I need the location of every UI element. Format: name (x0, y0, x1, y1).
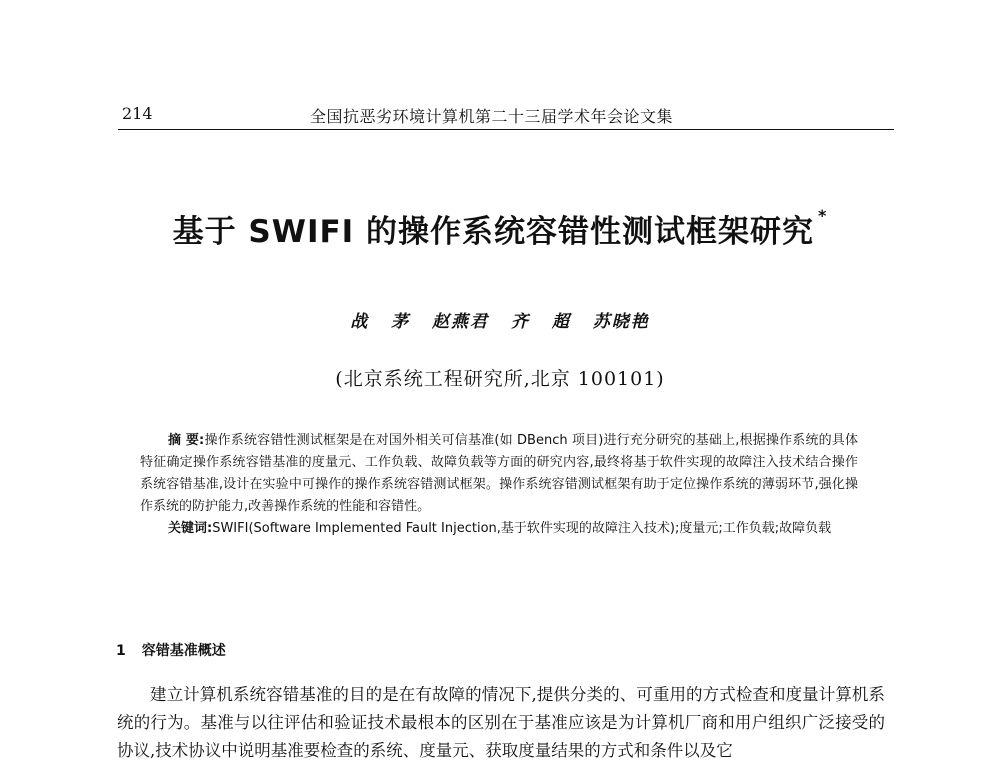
section-heading (116, 640, 226, 660)
keywords-paragraph (140, 518, 858, 540)
body-paragraph: 建立计算机系统容错基准的目的是在有故障的情况下,提供分类的、可重用的方式检查和度量计算机系统的行为。基准与以往评估和验证技术最根本的区别在于基准应该是为计算机厂商和用户组织广泛接受的协议,技术协议中说明基准要检查的系统、度量元、获取度量结果的方式和条件以及它 (117, 685, 885, 760)
authors: 战 茅 赵燕君 齐 超 苏晓艳 (350, 312, 650, 332)
section-number: 1 (116, 643, 126, 659)
section-title: 容错基准概述 (141, 643, 226, 659)
abstract (140, 430, 858, 540)
affiliation: (北京系统工程研究所,北京 100101) (335, 368, 665, 390)
abstract-text: 操作系统容错性测试框架是在对国外相关可信基准(如 DBench 项目)进行充分研究的基础上,根据操作系统的具体特征确定操作系统容错基准的度量元、工作负载、故障负载等方面的研究内容,最终将基于软件实现的故障注入技术结合操作系统容错基准,设计在实验中可操作的操作系统容错测试框架。操作系统容错测试框架有助于定位操作系统的薄弱环节,强化操作系统的防护能力,改善操作系统的性能和容错性。 (140, 433, 858, 514)
body-text (117, 681, 885, 765)
running-title: 全国抗恶劣环境计算机第二十三届学术年会论文集 (310, 107, 674, 126)
paper-title (0, 206, 1000, 251)
keywords-label: 关键词: (168, 521, 213, 536)
abstract-label: 摘 要: (168, 433, 205, 448)
title-footnote-mark: * (817, 206, 828, 225)
abstract-paragraph (140, 430, 858, 518)
page-number: 214 (122, 104, 153, 123)
keywords-text: SWIFI(Software Implemented Fault Injection,基于软件实现的故障注入技术);度量元;工作负载;故障负载 (212, 521, 832, 536)
running-header (122, 104, 890, 132)
header-rule (118, 129, 894, 130)
paper-title-text: 基于 SWIFI 的操作系统容错性测试框架研究 (172, 214, 814, 250)
